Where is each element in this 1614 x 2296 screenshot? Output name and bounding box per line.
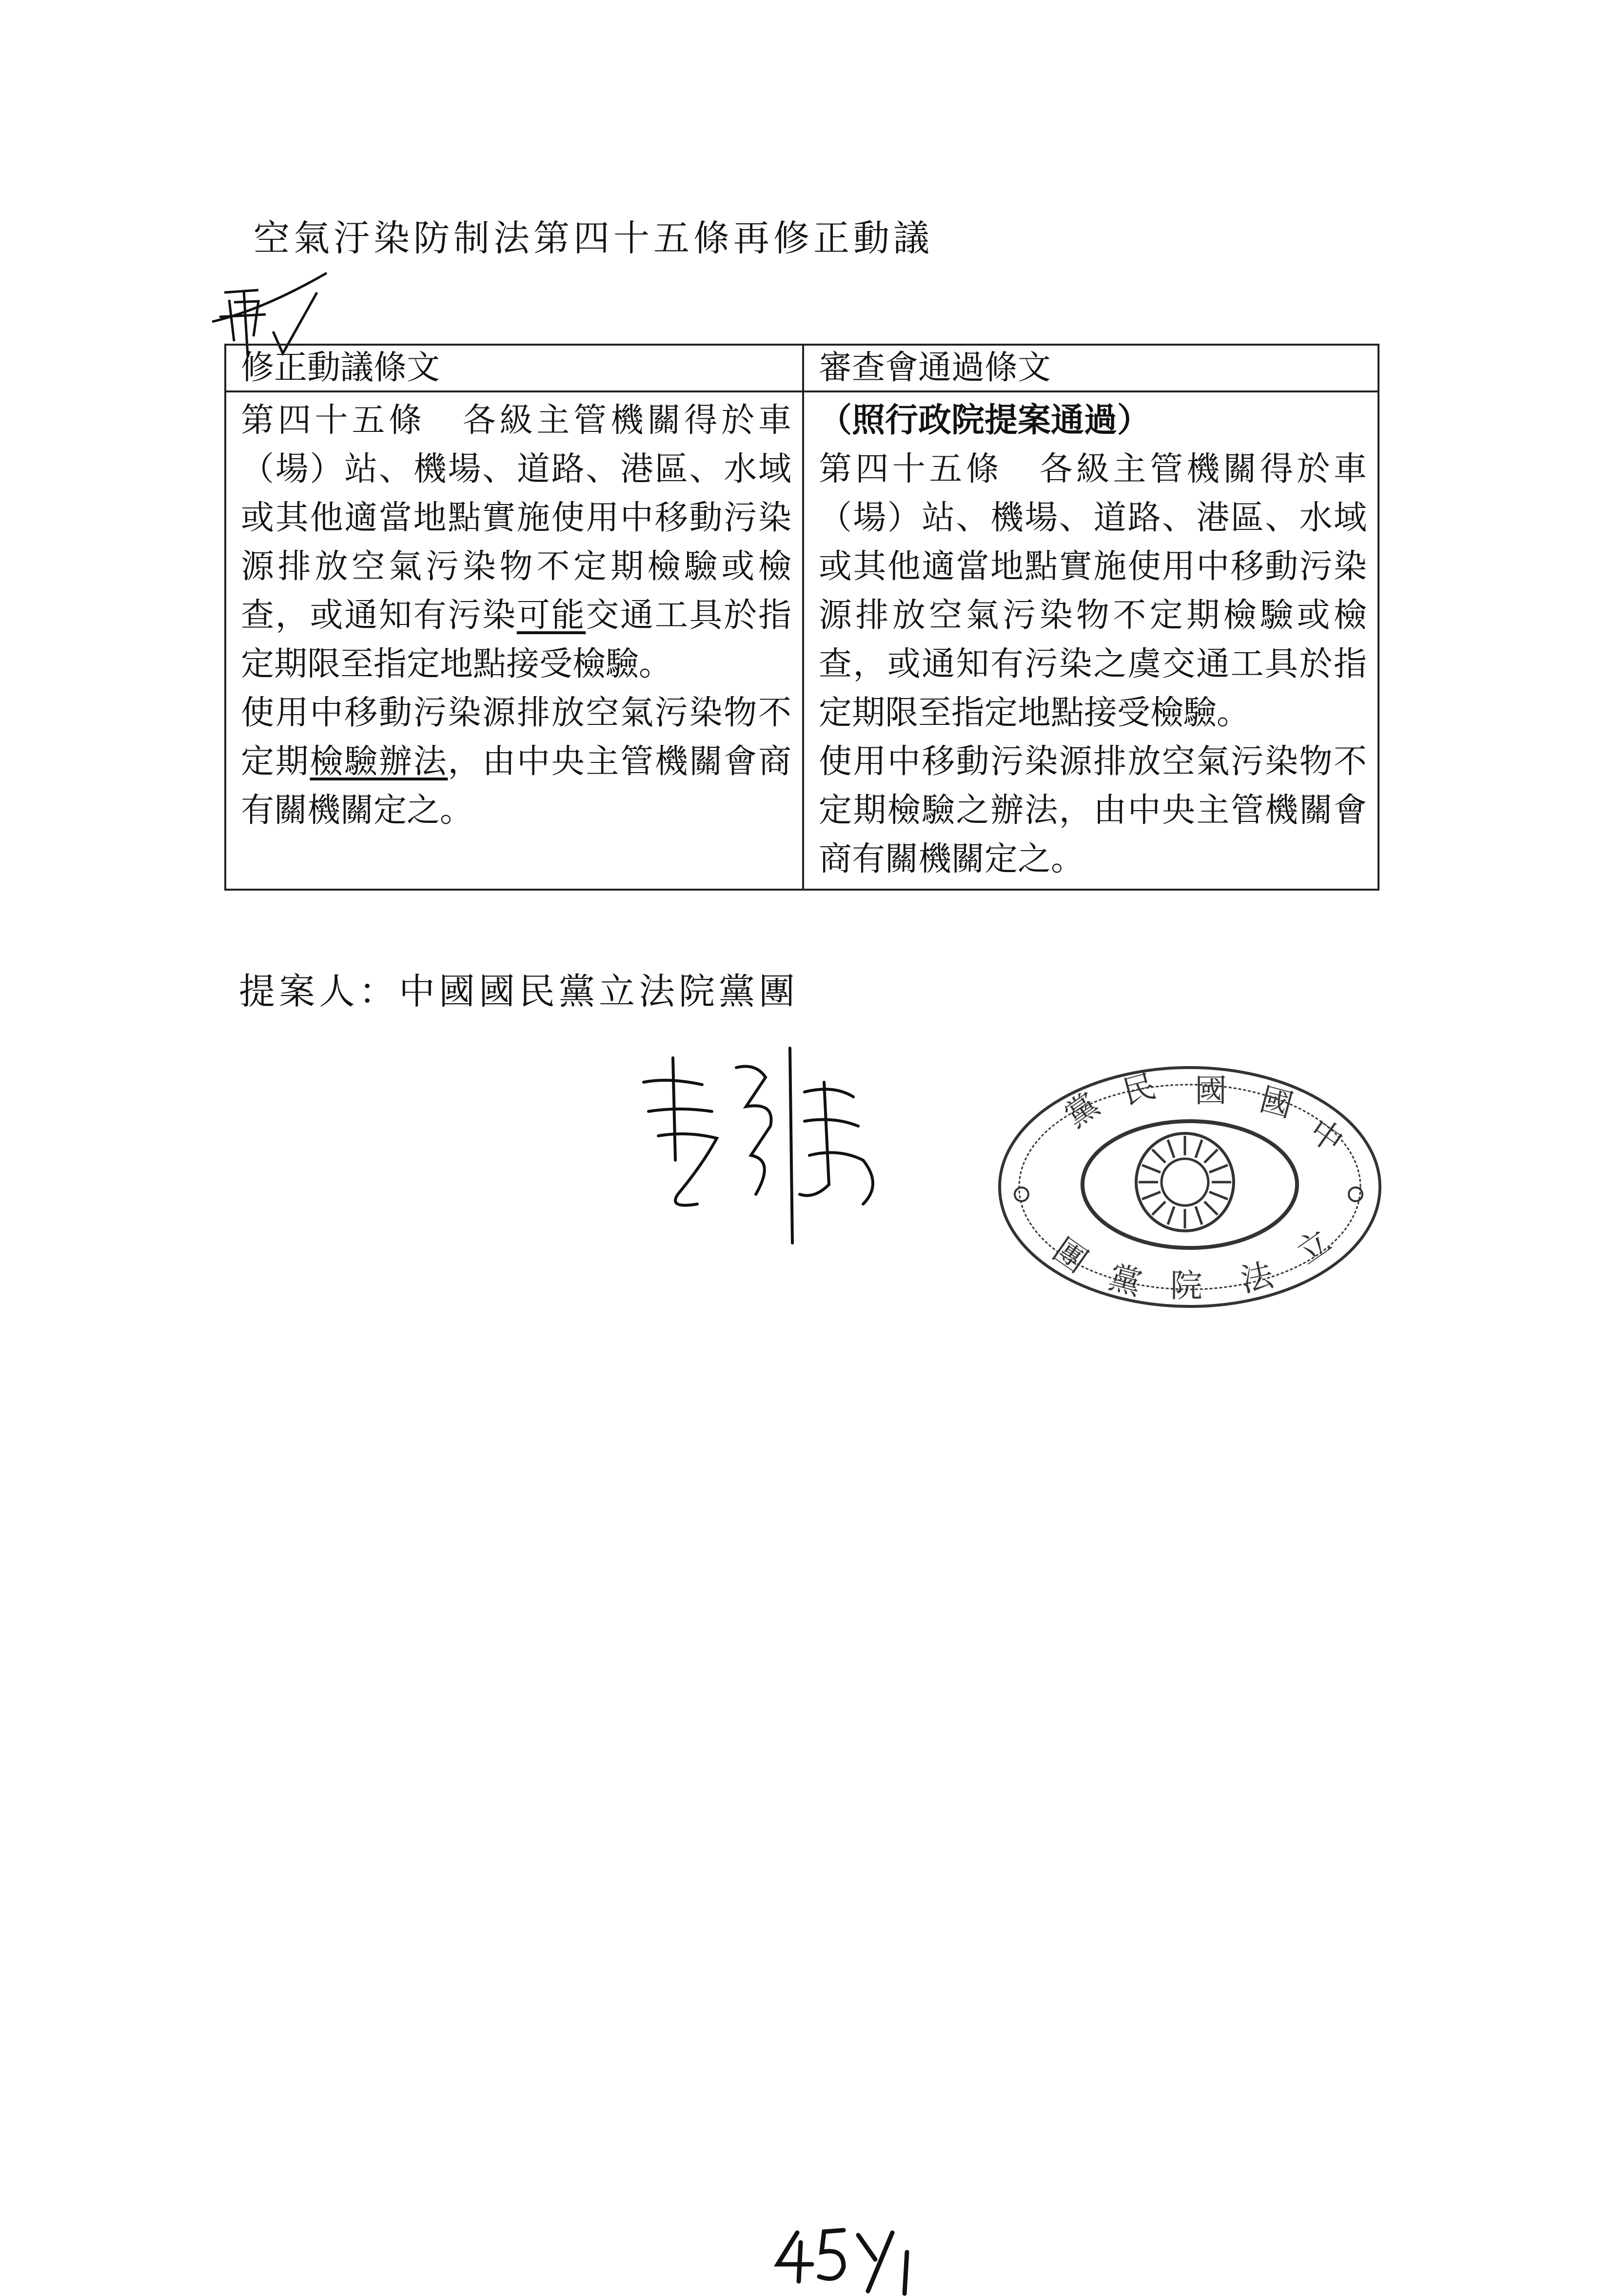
svg-text:民: 民 [1119, 1067, 1160, 1112]
amendment-text-1: 第四十五條 各級主管機關得於車（場）站、機場、道路、港區、水域或其他適當地點實施使用中移動污染源排放空氣污染物不定期檢驗或檢查，或通知有污染 [241, 401, 791, 635]
svg-text:團: 團 [1046, 1231, 1095, 1280]
table-header-row [225, 345, 1378, 391]
review-cell [803, 391, 1378, 890]
amendment-underlined-1: 可能 [516, 596, 586, 635]
svg-text:國: 國 [1256, 1080, 1297, 1125]
svg-text:院: 院 [1170, 1267, 1202, 1304]
header-amendment-text: 修正動議條文 [225, 345, 803, 391]
amendment-text-2: 使用中移動污染源排放空氣污染物不定期 [241, 694, 791, 781]
amendment-paragraph-1 [241, 396, 791, 689]
review-paragraph-1: 第四十五條 各級主管機關得於車（場）站、機場、道路、港區、水域或其他適當地點實施使用中移動污染源排放空氣污染物不定期檢驗或檢查，或通知有污染之虞交通工具於指定期限至指定地點接受檢驗。 [819, 450, 1367, 732]
header-review-text: 審查會通過條文 [803, 345, 1378, 391]
svg-text:黨: 黨 [1104, 1258, 1146, 1303]
proposer-line: 提案人：中國國民黨立法院黨團 [239, 971, 799, 1012]
svg-text:立: 立 [1290, 1222, 1338, 1272]
amendment-paragraph-2 [241, 689, 791, 835]
table-body-row [225, 391, 1378, 890]
amendment-text-1-tail: 交通工具於指定期限至指定地點接受檢驗。 [241, 596, 791, 683]
amendment-text-2-tail: ，由中央主管機關會商有關機關定之。 [241, 742, 791, 830]
svg-text:中: 中 [1302, 1111, 1351, 1161]
party-seal [995, 1063, 1385, 1311]
handwritten-signature [629, 1038, 902, 1272]
review-note: （照行政院提案通過） [819, 401, 1151, 440]
amendment-underlined-2: 檢驗辦法 [310, 742, 448, 781]
comparison-table [224, 344, 1379, 891]
svg-text:黨: 黨 [1058, 1086, 1106, 1135]
svg-text:法: 法 [1237, 1256, 1277, 1300]
amendment-cell [225, 391, 803, 890]
document-title: 空氣汙染防制法第四十五條再修正動議 [254, 217, 933, 259]
handwritten-page-number [770, 2223, 926, 2296]
svg-text:國: 國 [1195, 1072, 1227, 1109]
review-paragraph-2: 使用中移動污染源排放空氣污染物不定期檢驗之辦法，由中央主管機關會商有關機關定之。 [819, 742, 1367, 878]
